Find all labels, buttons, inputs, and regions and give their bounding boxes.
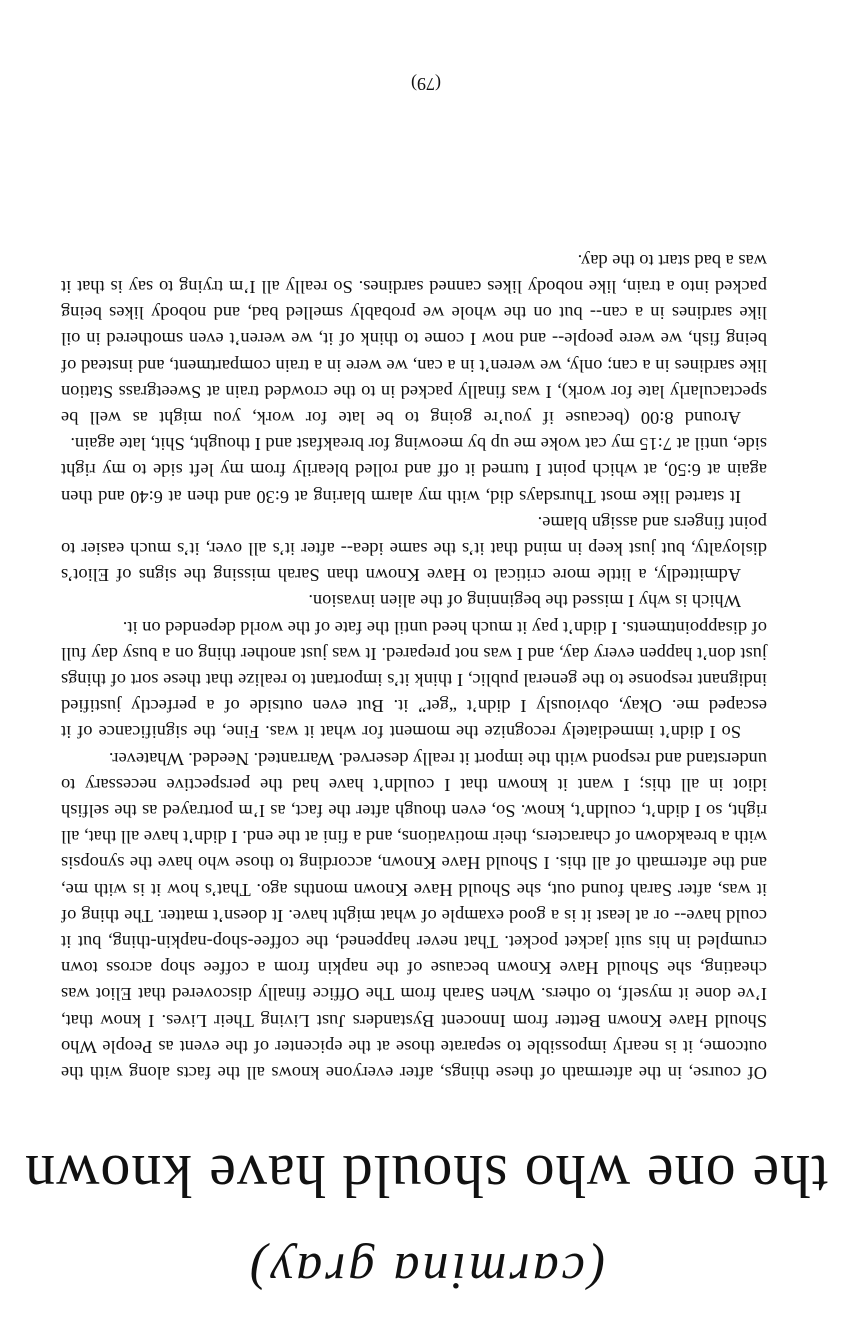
story-body [61,248,767,1087]
author-name: (carmina gray) [246,1242,606,1299]
paragraph: It started like most Thursdays did, with my alarm blaring at 6:30 and then at 6:40 and then again at 6:50, at which point I turned it off and rolled blearily from my left side to my right side, until at 7:15 my cat woke me up by meowing for breakfast and I thought, Shit, late again. [61,434,767,507]
paragraph: So I didn’t immediately recognize the moment for what it was. Fine, the significance of it escaped me. Okay, obviously I didn’t “get” it. But even outside of a perfectly justified indignant response to the general public, I think it’s important to realize that these sort of things just don’t happen every day, and I was not prepared. It was just another thing on a busy day full of disappointments. I didn’t pay it much heed until the fate of the world depended on it. [61,617,767,743]
paragraph: Around 8:00 (because if you’re going to be late for work, you might as well be spectacularly late for work), I was finally packed in to the crowded train at Sweetgrass Station like sardines in a can; only, we weren’t in a can, we were in a train compartment, and instead of being fish, we were people-- and now I come to think of it, we weren’t even smothered in oil like sardines in a can-- but on the whole we probably smelled bad, and nobody likes being packed into a train, like nobody likes canned sardines. So really all I’m trying to say is that it was a bad start to the day. [61,250,767,428]
paragraph: Of course, in the aftermath of these things, after everyone knows all the facts along with the outcome, it is nearly impossible to separate those at the epicenter of the event as People Who Should Have Known Better from Innocent Bystanders Just Living Their Lives. I know that, I’ve done it myself, to others. When Sarah from The Office finally discovered that Eliot was cheating, she Should Have Known because of the napkin from a coffee shop across town crumpled in his suit jacket pocket. That never happened, the coffee-shop-napkin-thing, but it could have-- or at least it is a good example of what might have. It doesn’t matter. The thing of it was, after Sarah found out, she Should Have Known months ago. That’s how it is with me, and the aftermath of all this. I Should Have Known, according to those who have the synopsis with a breakdown of characters, their motivations, and a fini at the end. I didn’t have all that, all right, so I didn’t, couldn’t, know. So, even though after the fact, as I’m portrayed as the selfish idiot in all this; I want it known that I couldn’t have had the perspective necessary to understand and respond with the import it really deserved. Warranted. Needed. Whatever. [61,748,767,1083]
page-number: (79) [411,74,441,94]
paragraph: Admittedly, a little more critical to Have Known than Sarah missing the signs of Eliot’s disloyalty, but just keep in mind that it’s the same idea-- after it’s all over, it’s much easier to point fingers and assign blame. [61,512,767,586]
story-title: the one who should have known [24,1143,828,1209]
paragraph: Which is why I missed the beginning of the alien invasion. [308,591,741,612]
